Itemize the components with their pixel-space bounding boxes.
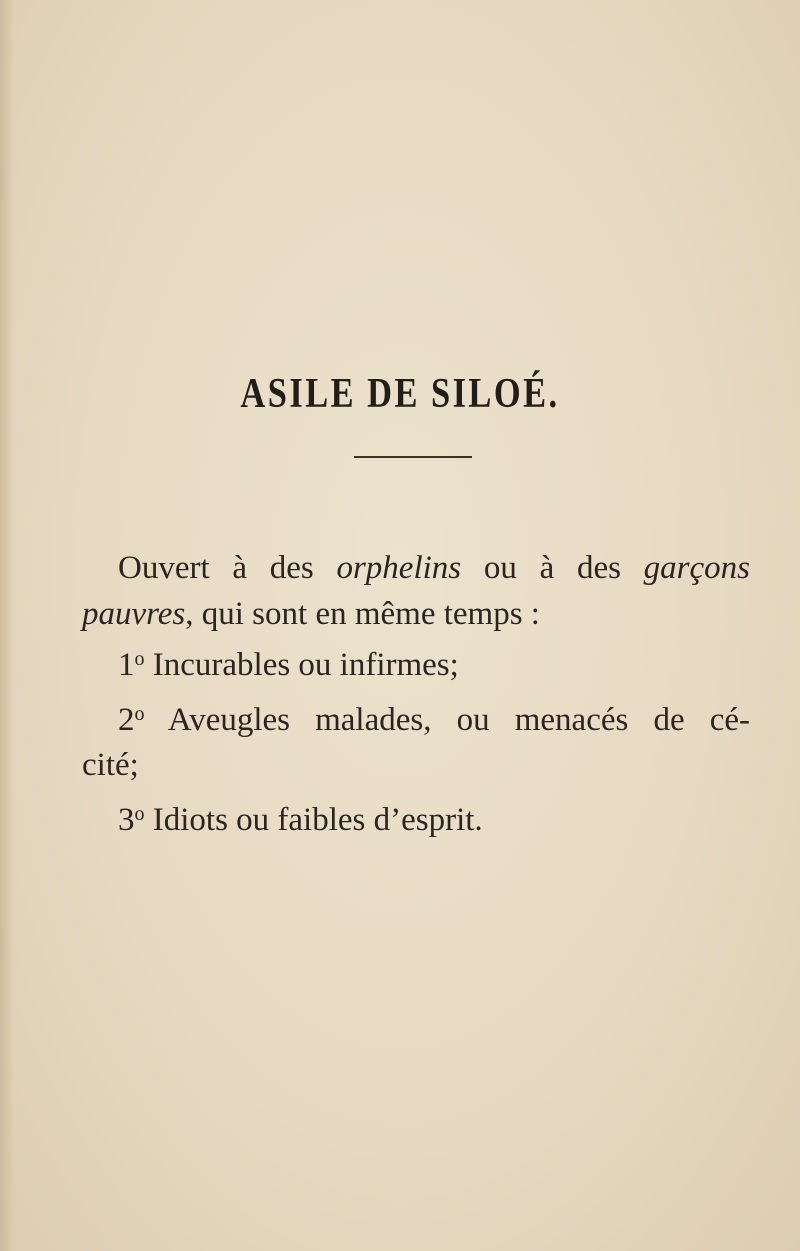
item-text-3: Idiots ou faibles d’esprit. — [152, 802, 483, 838]
item-number-1: 1 — [118, 647, 135, 683]
intro-line-2 — [82, 594, 540, 634]
page-edge-shadow — [0, 0, 14, 1251]
page-title: ASILE DE SILOÉ. — [240, 371, 560, 417]
list-item-1 — [118, 645, 459, 685]
intro-text-3: , qui sont en même temps : — [185, 596, 540, 632]
intro-text-2: ou à des — [461, 550, 644, 586]
list-item-2-continuation: cité; — [82, 747, 139, 783]
item-ordinal-1: o — [134, 648, 145, 670]
item-text-1: Incurables ou infirmes; — [152, 647, 459, 683]
intro-text-1: Ouvert à des — [118, 550, 337, 586]
item-number-2: 2 — [118, 702, 135, 738]
intro-emphasis-orphelins: orphelins — [336, 550, 462, 586]
item-text-2: Aveugles malades, ou menacés de cé- — [167, 702, 750, 738]
intro-emphasis-pauvres: pauvres — [82, 596, 186, 632]
item-ordinal-3: o — [134, 803, 145, 825]
list-item-3 — [118, 800, 483, 840]
intro-line-1 — [118, 548, 750, 588]
title-rule — [354, 456, 472, 458]
item-ordinal-2: o — [134, 703, 145, 725]
list-item-2 — [118, 700, 750, 740]
intro-emphasis-garcons: garçons — [643, 550, 750, 586]
item-number-3: 3 — [118, 802, 135, 838]
